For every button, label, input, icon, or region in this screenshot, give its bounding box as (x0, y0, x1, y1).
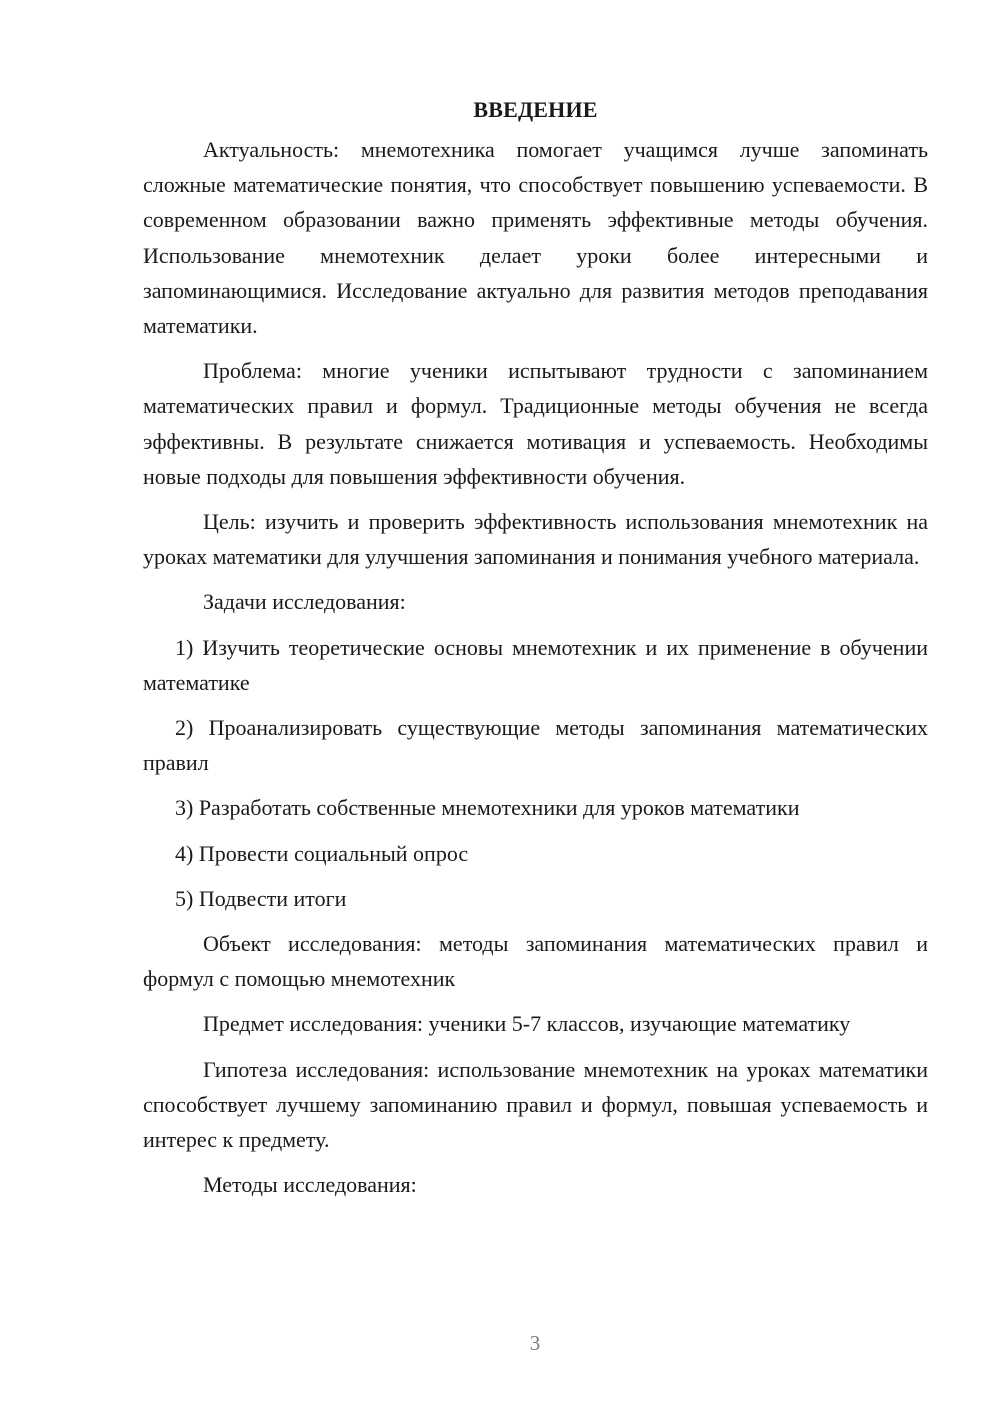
actuality-paragraph: Актуальность: мнемотехника помогает учащимся лучше запоминать сложные математические понятия, что способствует повышению успеваемости. В современном образовании важно применять эффективные методы обучения. Использование мнемотехник делает уроки более интересными и запоминающимися. Исследование актуально для развития методов преподавания математики. (143, 137, 928, 339)
page-number: 3 (529, 1331, 541, 1355)
goal-paragraph: Цель: изучить и проверить эффективность использования мнемотехник на уроках математики для улучшения запоминания и понимания учебного материала. (143, 509, 928, 570)
tasks-heading: Задачи исследования: (203, 589, 406, 615)
task-item-3: 3) Разработать собственные мнемотехники для уроков математики (175, 795, 800, 821)
task-item-2: 2) Проанализировать существующие методы запоминания математических правил (143, 715, 928, 776)
object-paragraph: Объект исследования: методы запоминания математических правил и формул с помощью мнемотехник (143, 931, 928, 992)
subject-paragraph: Предмет исследования: ученики 5-7 классов, изучающие математику (203, 1011, 851, 1037)
task-item-4: 4) Провести социальный опрос (175, 840, 469, 866)
hypothesis-paragraph: Гипотеза исследования: использование мнемотехник на уроках математики способствует лучшему запоминанию правил и формул, повышая успеваемость и интерес к предмету. (143, 1056, 928, 1153)
section-title: ВВЕДЕНИЕ (473, 97, 598, 122)
document-page (143, 92, 928, 1212)
methods-heading: Методы исследования: (203, 1172, 417, 1198)
problem-paragraph: Проблема: многие ученики испытывают трудности с запоминанием математических правил и формул. Традиционные методы обучения не всегда эффективны. В результате снижается мотивация и успеваемость. Необходимы новые подходы для повышения эффективности обучения. (143, 358, 928, 489)
task-item-1: 1) Изучить теоретические основы мнемотехник и их применение в обучении математике (143, 634, 928, 695)
task-item-5: 5) Подвести итоги (175, 885, 347, 911)
